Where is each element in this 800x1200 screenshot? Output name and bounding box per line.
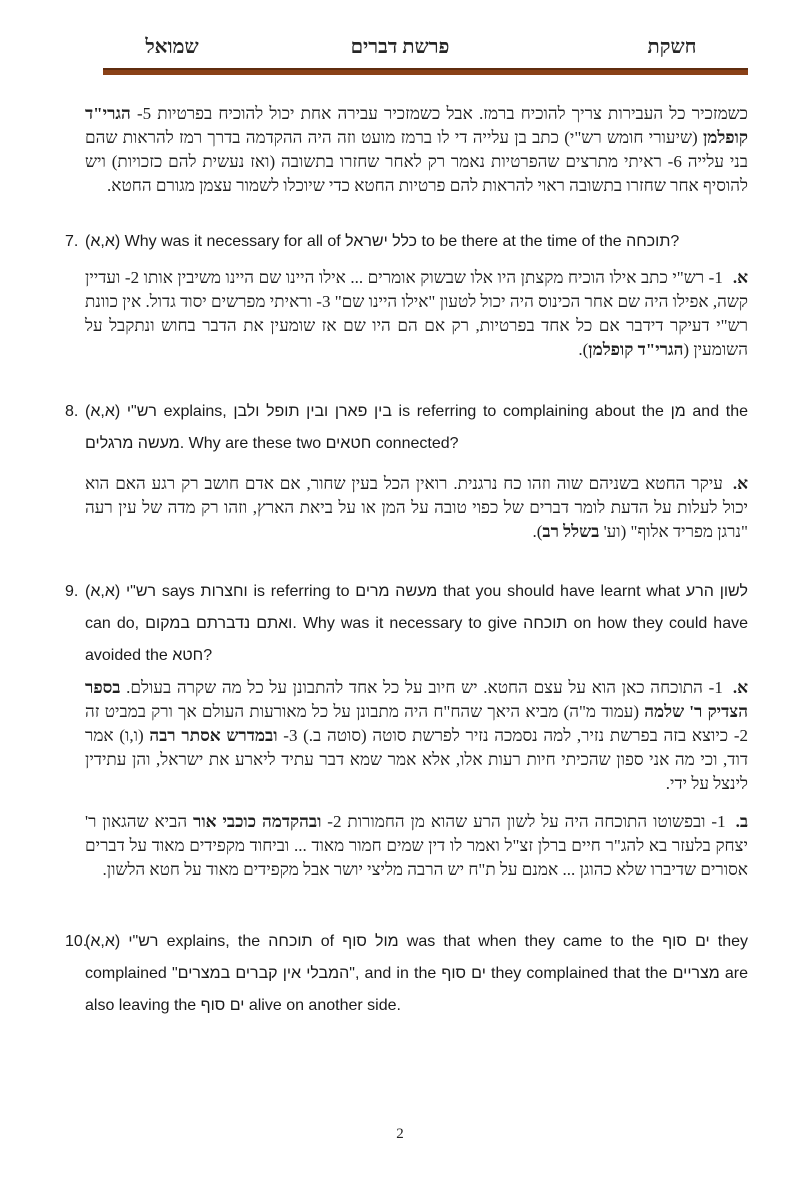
page-number: 2 — [396, 1126, 404, 1142]
question-8-number: 8. — [65, 403, 79, 420]
header-title-right: חשקת — [647, 36, 697, 58]
answer-8-aleph-marker: א. — [732, 474, 748, 493]
question-10-number: 10. — [65, 933, 88, 950]
answer-9-aleph-marker: א. — [732, 678, 748, 697]
header-title-left: שמואל — [145, 36, 199, 58]
intro-paragraph: כשמזכיר כל העבירות צריך להוכיח ברמז. אבל כשמזכיר עבירה אחת יכול להוכיח בפרטיות 5- הגרי"ד קופלמן (שיעורי חומש רש"י) כתב בן עלייה די לו ברמז מועט וזה היה ההקדמה בדרך רמז להראות שהם בני עלייה 6- ראיתי מתרצים שהפרטיות נאמר רק לאחר שחזרו בתשובה (ואז נעשית להם כזכויות) ויש להוסיף אחר שחזרו בתשובה ראוי להראות להם פרטיות החטא כדי שיוכלו לשמור עצמן מגורם החטא. — [85, 104, 749, 195]
answer-9-bet — [85, 810, 748, 882]
question-9-number: 9. — [65, 583, 79, 600]
question-7 — [65, 226, 748, 258]
answer-7-aleph-text: 1- רש"י כתב אילו הוכיח מקצתן היו אלו שבשוק אומרים ... אילו היינו שם היינו משיבין אותו 2- ועדיין קשה, אפילו היה שם אחר הכינוס היה יכול לטעון "אילו היינו שם" 3- וראיתי מפרשים יסוד גדול. אין כוונת רש"י דעיקר דידבר אם כל אחד בפרטיות, רק אם הם היו שם אז שומעין את הדבר בחוש ונתקבל על השומעין (הגרי"ד קופלמן). — [85, 268, 749, 359]
question-8-text: ‏(א,א)‏‎ רש"י explains, בין פארן ובין תופל ולבן is referring to complaining about the מן and the מעשה מרגלים. Why are these two חטאים connected? — [85, 403, 748, 452]
question-10-text: ‏(א,א)‏‎ רש"י explains, the תוכחה of מול סוף was that when they came to the ים סוף they complained "המבלי אין קברים במצרים", and in the ים סוף they complained that the מצריים are also leaving the ים סוף alive on another side. — [85, 933, 749, 1014]
question-10 — [65, 926, 748, 1022]
question-9 — [65, 576, 748, 672]
question-9-text: ‏(א,א)‏‎ רש"י says וחצרות is referring to מעשה מרים that you should have learnt what לשון הרע can do, ואתם נדברתם במקום. Why was it necessary to give תוכחה on how they could have avoided the חטא? — [85, 583, 749, 664]
answer-8-aleph-text: עיקר החטא בשניהם שוה וזהו כח נרגנית. רואין הכל בעין שחור, אם אדם חושב רק רגע האם הוא יכול לעלות על הדעת לומר דברים של כפוי טובה על המן או על ביאת הארץ, וזהו רק מדה של עין רעה "נרגן מפריד אלוף" (וע' בשלל רב). — [85, 474, 748, 541]
answer-9-bet-text: 1- ובפשוטו התוכחה היה על לשון הרע שהוא מן החמורות 2- ובהקדמה כוכבי אור הביא שהגאון ר' יצחק בלעזר בא להג"ר חיים ברלן זצ"ל ואמר לו דין שמים חמור מאוד ... וביחוד מקפידים מאוד על דברים אסורים שדיברו שלא כהוגן ... אמנם על ת"ח יש הרבה מליצי יושר אבל מקפידים מאוד על חטא הלשון. — [85, 812, 748, 879]
answer-9-bet-marker: ב. — [735, 812, 749, 831]
page-header — [0, 36, 800, 64]
answer-9-aleph-text: 1- התוכחה כאן הוא על עצם החטא. יש חיוב על כל אחד להתבונן על כל מה שקרה בעולם. בספר הצדיק ר' שלמה (עמוד מ"ה) מביא היאך שהח"ח היה מתבונן על כל מאורעות העולם אך ורק במביט זה 2- כיוצא בזה בפרשת נזיר, למה נסמכה נזיר לפרשת סוטה (סוטה ב.) 3- ובמדרש אסתר רבה (ו,ו) אמר דוד, וכי מה אני ספון שהכיתי חיות רעות אלו, אלא אמר שמא דבר עתיד ליארע את ישראל, והן עתידין לינצל על ידי. — [85, 678, 748, 793]
question-8 — [65, 396, 748, 460]
header-divider-rule — [103, 68, 748, 75]
page-content — [65, 102, 748, 1022]
answer-8-aleph — [85, 472, 748, 544]
answer-7-aleph — [85, 266, 748, 362]
answer-7-aleph-marker: א. — [732, 268, 748, 287]
header-title-center: פרשת דברים — [350, 36, 450, 58]
question-7-number: 7. — [65, 233, 79, 250]
answer-9-aleph — [85, 676, 748, 796]
question-7-text: ‏(א,א)‏ Why was it necessary for all of כלל ישראל to be there at the time of the תוכחה? — [85, 233, 680, 250]
